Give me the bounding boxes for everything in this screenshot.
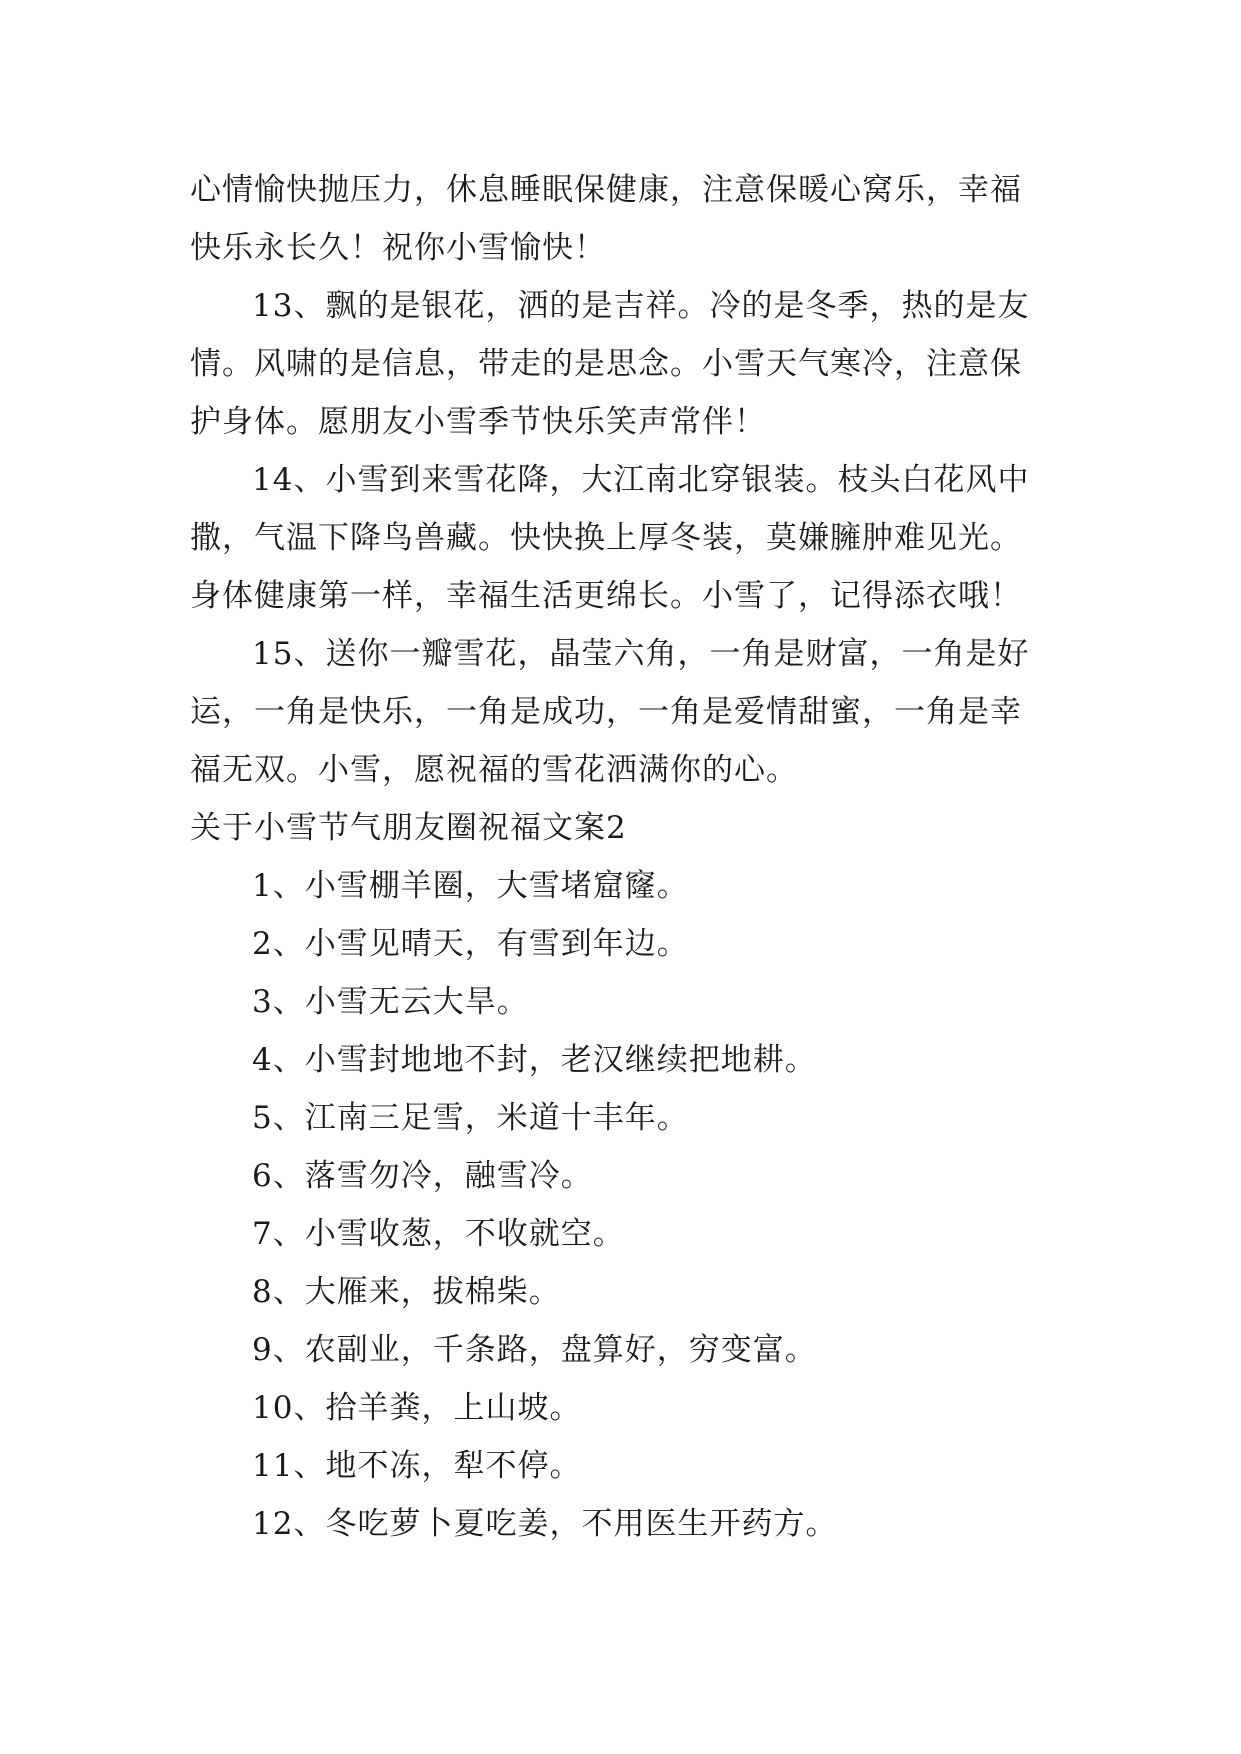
text-line: 撒，气温下降鸟兽藏。快快换上厚冬装，莫嫌臃肿难见光。 xyxy=(190,520,1022,556)
list-item: 2、小雪见晴天，有雪到年边。 xyxy=(252,926,689,962)
text-line: 福无双。小雪，愿祝福的雪花洒满你的心。 xyxy=(190,752,798,788)
list-item: 9、农副业，千条路，盘算好，穷变富。 xyxy=(252,1332,817,1368)
list-item: 7、小雪收葱，不收就空。 xyxy=(252,1216,625,1252)
list-item: 4、小雪封地地不封，老汉继续把地耕。 xyxy=(252,1042,817,1078)
list-item: 3、小雪无云大旱。 xyxy=(252,984,529,1020)
text-line: 护身体。愿朋友小雪季节快乐笑声常伴！ xyxy=(190,404,766,440)
list-item: 1、小雪棚羊圈，大雪堵窟窿。 xyxy=(252,868,689,904)
list-item: 12、冬吃萝卜夏吃姜，不用医生开药方。 xyxy=(252,1506,838,1542)
section-heading: 关于小雪节气朋友圈祝福文案2 xyxy=(190,810,627,846)
text-line: 身体健康第一样，幸福生活更绵长。小雪了，记得添衣哦！ xyxy=(190,578,1022,614)
list-item: 5、江南三足雪，米道十丰年。 xyxy=(252,1100,689,1136)
text-line: 情。风啸的是信息，带走的是思念。小雪天气寒冷，注意保 xyxy=(190,346,1022,382)
document-page xyxy=(190,161,1070,1553)
text-line: 心情愉快抛压力，休息睡眠保健康，注意保暖心窝乐，幸福 xyxy=(190,172,1022,208)
list-item: 10、拾羊粪，上山坡。 xyxy=(252,1390,582,1426)
list-item: 11、地不冻，犁不停。 xyxy=(252,1448,582,1484)
text-line: 运，一角是快乐，一角是成功，一角是爱情甜蜜，一角是幸 xyxy=(190,694,1022,730)
text-line: 快乐永长久！祝你小雪愉快！ xyxy=(190,230,606,266)
list-item-13: 13、飘的是银花，洒的是吉祥。冷的是冬季，热的是友 xyxy=(252,288,1030,324)
list-item-15: 15、送你一瓣雪花，晶莹六角，一角是财富，一角是好 xyxy=(252,636,1030,672)
list-item: 6、落雪勿冷，融雪冷。 xyxy=(252,1158,593,1194)
list-item-14: 14、小雪到来雪花降，大江南北穿银装。枝头白花风中 xyxy=(252,462,1030,498)
list-item: 8、大雁来，拔棉柴。 xyxy=(252,1274,561,1310)
